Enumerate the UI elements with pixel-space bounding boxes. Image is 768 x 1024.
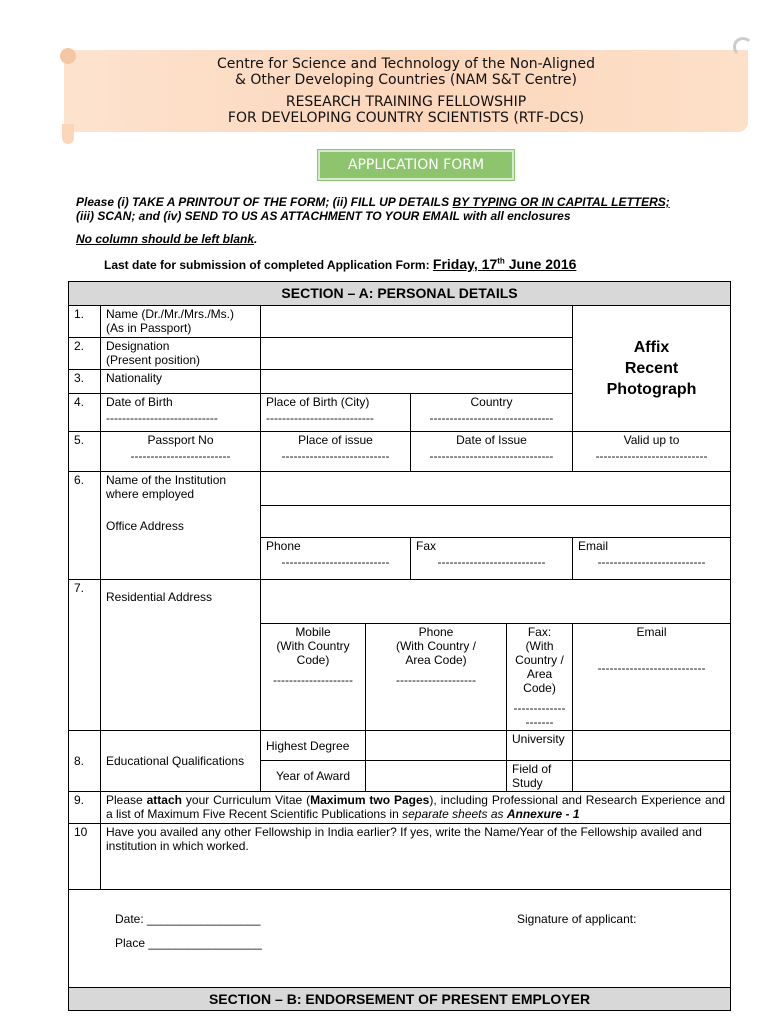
- pob-blank: ---------------------------: [266, 411, 374, 425]
- office-email-label: Email: [578, 539, 609, 553]
- university-field[interactable]: [573, 731, 731, 761]
- instructions-part-2: BY TYPING OR IN CAPITAL LETTERS;: [452, 195, 670, 209]
- row-number: 9.: [69, 792, 101, 824]
- passport-blank: -------------------------: [130, 449, 231, 463]
- valid-until-label: Valid up to: [623, 433, 680, 447]
- section-a-heading: SECTION – A: PERSONAL DETAILS: [69, 282, 731, 306]
- dob-label: Date of Birth: [106, 395, 173, 409]
- field-of-study-label: Field of Study: [507, 761, 573, 792]
- passport-label: Passport No: [147, 433, 214, 447]
- name-label-text: Name (Dr./Mr./Mrs./Ms.): [106, 307, 234, 321]
- row-number: 1.: [69, 306, 101, 338]
- year-award-label: Year of Award: [261, 761, 366, 792]
- office-phone-field[interactable]: [261, 538, 411, 580]
- office-fax-blank: ---------------------------: [437, 555, 546, 569]
- cv-separate-sheets: separate sheets as: [402, 807, 507, 821]
- field-of-study-field[interactable]: [573, 761, 731, 792]
- dob-field[interactable]: [101, 394, 261, 432]
- instructions: [76, 195, 686, 223]
- instructions-part-3: (iii) SCAN; and (iv) SEND TO US AS ATTACHMENT TO YOUR EMAIL with all enclosures: [76, 209, 571, 223]
- row-number: 8.: [69, 731, 101, 792]
- photo-line-2: Recent: [624, 360, 679, 377]
- institution-field[interactable]: [261, 472, 731, 506]
- office-fax-label: Fax: [416, 539, 437, 553]
- header-banner: [64, 50, 748, 132]
- issue-place-field[interactable]: [261, 432, 411, 472]
- place-line[interactable]: Place _________________: [115, 936, 262, 950]
- cv-text-3: ), including Professional and Research Experience and a list of Maximum Five Recent Scientific Publications in: [106, 793, 726, 821]
- residential-address-field[interactable]: [261, 580, 731, 624]
- office-email-field[interactable]: [573, 538, 731, 580]
- nationality-label: Nationality: [101, 370, 261, 394]
- nationality-field[interactable]: [261, 370, 573, 394]
- last-date-line: [104, 256, 576, 272]
- application-form-title: APPLICATION FORM: [318, 150, 514, 180]
- res-fax-label-3: Area Code): [523, 667, 556, 695]
- header-line-2: & Other Developing Countries (NAM S&T Centre): [234, 72, 577, 88]
- issue-date-label: Date of Issue: [456, 433, 527, 447]
- res-email-label: Email: [636, 625, 667, 639]
- valid-until-blank: ----------------------------: [595, 449, 708, 463]
- valid-until-field[interactable]: [573, 432, 731, 472]
- name-field[interactable]: [261, 306, 573, 338]
- header-line-3: RESEARCH TRAINING FELLOWSHIP: [285, 94, 527, 110]
- mobile-label-2: (With Country: [276, 639, 350, 653]
- no-blank-text: No column should be left blank: [76, 232, 255, 246]
- row-number: 2.: [69, 338, 101, 370]
- office-email-blank: ---------------------------: [597, 555, 706, 569]
- designation-field[interactable]: [261, 338, 573, 370]
- res-fax-field[interactable]: [507, 624, 573, 731]
- pob-field[interactable]: [261, 394, 411, 432]
- res-phone-field[interactable]: [366, 624, 507, 731]
- residential-label: Residential Address: [101, 580, 261, 731]
- res-phone-label-3: Area Code): [405, 653, 467, 667]
- scroll-curl-left: [60, 48, 76, 64]
- res-phone-blank: --------------------: [396, 673, 476, 687]
- office-address-label: Office Address: [106, 519, 184, 533]
- signature-label[interactable]: Signature of applicant:: [517, 912, 637, 926]
- date-line[interactable]: Date: _________________: [115, 912, 261, 926]
- res-fax-blank: --------------------: [513, 701, 566, 729]
- last-date-month: June 2016: [504, 256, 577, 272]
- cv-text-1: Please: [106, 793, 147, 807]
- signature-block: [69, 890, 731, 988]
- cv-text-2: your Curriculum Vitae (: [181, 793, 311, 807]
- mobile-field[interactable]: [261, 624, 366, 731]
- row-number: 3.: [69, 370, 101, 394]
- section-b-heading: SECTION – B: ENDORSEMENT OF PRESENT EMPLOYER: [69, 988, 731, 1011]
- institution-label-2: where employed: [106, 487, 195, 501]
- designation-label-text: Designation: [106, 339, 170, 353]
- mobile-label-1: Mobile: [295, 625, 331, 639]
- education-label: Educational Qualifications: [101, 731, 261, 792]
- issue-date-field[interactable]: [411, 432, 573, 472]
- instructions-part-1: Please (i) TAKE A PRINTOUT OF THE FORM; (ii) FILL UP DETAILS: [76, 195, 453, 209]
- row-number: 7.: [69, 580, 101, 731]
- photo-line-3: Photograph: [606, 381, 697, 398]
- no-blank-period: .: [254, 232, 258, 246]
- last-date-suffix: th: [497, 256, 505, 266]
- issue-place-label: Place of issue: [298, 433, 373, 447]
- row-number: 10: [69, 824, 101, 890]
- office-address-field[interactable]: [261, 506, 731, 538]
- no-blank-note: [76, 232, 257, 246]
- cv-max-pages: Maximum two Pages: [310, 793, 430, 807]
- dob-blank: ----------------------------: [106, 411, 218, 425]
- pob-label: Place of Birth (City): [266, 395, 370, 409]
- header-line-1: Centre for Science and Technology of the Non-Aligned: [217, 56, 595, 72]
- name-label-sub: (As in Passport): [106, 321, 192, 335]
- institution-label: [101, 472, 261, 580]
- res-phone-label-2: (With Country /: [395, 639, 476, 653]
- res-phone-label-1: Phone: [418, 625, 454, 639]
- cv-instruction: [101, 792, 731, 824]
- row-number: 5.: [69, 432, 101, 472]
- mobile-blank: --------------------: [273, 673, 353, 687]
- highest-degree-label: Highest Degree: [261, 731, 366, 761]
- last-date-day: Friday, 17: [432, 256, 498, 272]
- res-email-blank: ---------------------------: [597, 661, 706, 675]
- fellowship-question[interactable]: Have you availed any other Fellowship in India earlier? If yes, write the Name/Year of the Fellowship availed and institution in which worked.: [101, 824, 731, 890]
- name-label: [101, 306, 261, 338]
- header-line-4: FOR DEVELOPING COUNTRY SCIENTISTS (RTF-DCS): [227, 110, 585, 126]
- scroll-curl-bottom: [62, 124, 74, 144]
- res-fax-label-2: (With Country /: [515, 639, 564, 667]
- office-phone-label: Phone: [266, 539, 301, 553]
- issue-place-blank: ---------------------------: [281, 449, 390, 463]
- row-number: 6.: [69, 472, 101, 580]
- mobile-label-3: Code): [296, 653, 330, 667]
- country-field[interactable]: [411, 394, 573, 432]
- highest-degree-field[interactable]: [366, 731, 507, 761]
- country-label: Country: [470, 395, 513, 409]
- designation-label-sub: (Present position): [106, 353, 201, 367]
- designation-label: [101, 338, 261, 370]
- cv-annexure: Annexure - 1: [506, 807, 580, 821]
- issue-date-blank: -------------------------------: [429, 449, 554, 463]
- res-fax-label-1: Fax:: [527, 625, 552, 639]
- res-email-field[interactable]: [573, 624, 731, 731]
- row-number: 4.: [69, 394, 101, 432]
- photo-line-1: Affix: [633, 339, 670, 356]
- passport-field[interactable]: [101, 432, 261, 472]
- cv-attach: attach: [146, 793, 182, 807]
- office-phone-blank: ---------------------------: [281, 555, 390, 569]
- country-blank: -------------------------------: [429, 411, 554, 425]
- last-date-value: [433, 256, 577, 272]
- institution-label-1: Name of the Institution: [106, 473, 227, 487]
- last-date-label: Last date for submission of completed Application Form:: [104, 258, 433, 272]
- office-fax-field[interactable]: [411, 538, 573, 580]
- application-table: [68, 281, 731, 1011]
- photo-box[interactable]: [573, 306, 731, 432]
- university-label: University: [507, 731, 573, 761]
- scroll-curl-right: [733, 37, 753, 57]
- year-award-field[interactable]: [366, 761, 507, 792]
